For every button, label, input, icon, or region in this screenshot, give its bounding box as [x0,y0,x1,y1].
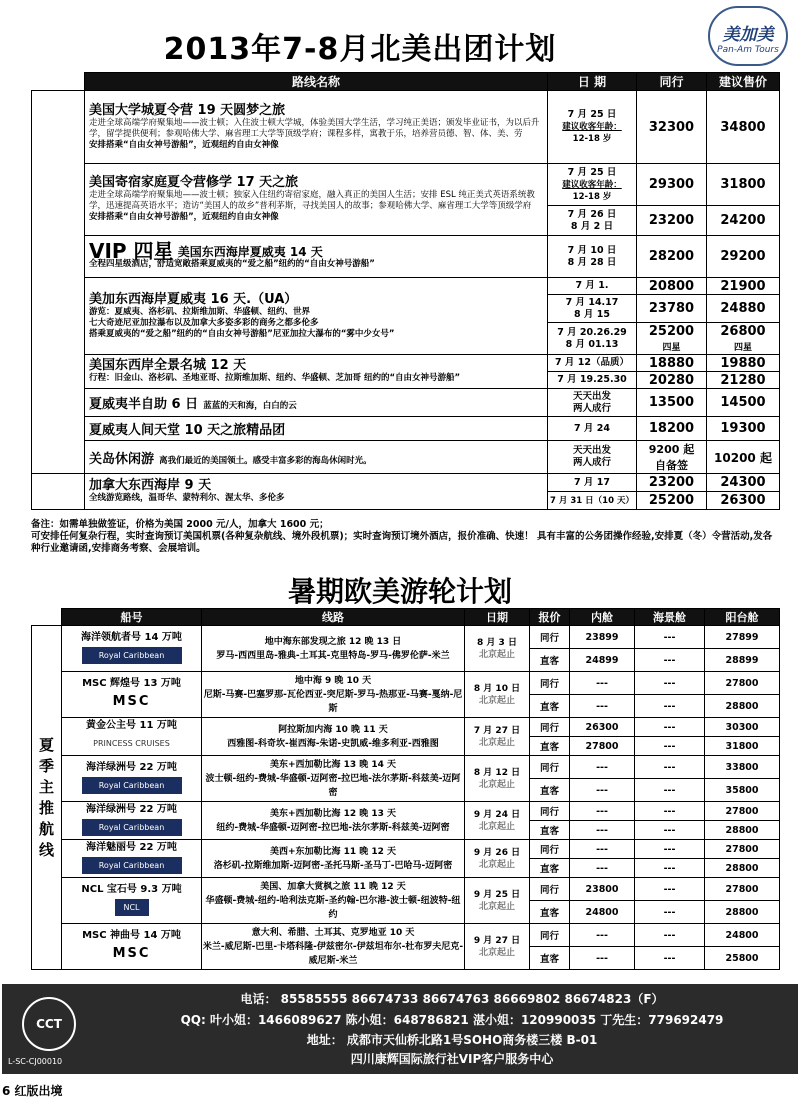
cruise-logo: Royal Caribbean [82,857,182,874]
table-row: 直客 24800 --- 28800 [32,901,780,924]
table-row: 直客 --- --- 28800 [32,859,780,878]
footer-company: 四川康辉国际旅行社VIP客户服务中心 [350,1052,554,1066]
cct-logo: CCT [22,997,76,1051]
route-title: 美国大学城夏令营 19 天圆梦之旅 [89,102,286,118]
footer-qq: QQ: 叶小姐：1466089627 陈小姐：648786821 湛小姐：120990035 丁先生：779692479 [180,1013,724,1027]
footer-address: 地址： 成都市天仙桥北路1号SOHO商务楼三楼 B-01 [306,1033,598,1047]
table-row: 直客 27800 --- 31800 [32,737,780,756]
footer-phone: 电话： 85585555 86674733 86674763 86669802 86674823（F） [240,992,664,1006]
table-row: MSC 辉煌号 13 万吨 MSC 地中海 9 晚 10 天 尼斯-马赛-巴塞罗那-瓦伦西亚-突尼斯-罗马-热那亚-马赛-戛纳-尼斯 8 月 10 日 北京起止 同行 --- --- 27800 [32,672,780,695]
table-row: 关岛休闲游 离我们最近的美国领土。感受丰富多彩的海岛休闲时光。 天天出发 两人成行 9200 起 自备签 10200 起 [32,441,780,474]
north-america-table [31,72,780,510]
table-row: 海洋绿洲号 22 万吨 Royal Caribbean 美东+西加勒比海 13 晚 14 天 波士顿-纽约-费城-华盛顿-迈阿密-拉巴地-法尔茅斯-科兹美-迈阿密 8 月 12 日 北京起止 同行 --- --- 33800 [32,756,780,779]
table-row: 美国大学城夏令营 19 天圆梦之旅 走进全球高端学府聚集地——波士顿；入住波士顿大学城，体验美国大学生活，学习纯正美语；颁发毕业证书，为以后升学，留学提供便利；参观哈佛大学、麻省理工大学等顶级学府；课程多样，寓教于乐，培养营员德、智、体、美、劳 安排搭乘“自由女神号游船”，近观纽约自由女神像 7 月 25 日 建议收客年龄： 12-18 岁 32300 34800 [32,91,780,164]
cruise-table [31,608,780,970]
cruise-logo: PRINCESS CRUISES [82,735,182,752]
table-row: MSC 神曲号 14 万吨 MSC 意大利、希腊、土耳其、克罗地亚 10 天 米兰-威尼斯-巴里-卡塔科隆-伊兹密尔-伊兹坦布尔-杜布罗夫尼克-威尼斯-米兰 9 月 27 日 北京起止 同行 --- --- 24800 [32,924,780,947]
table-row: 夏威夷人间天堂 10 天之旅精品团 7 月 24 18200 19300 [32,417,780,441]
table-row: 7 月 14.17 8 月 15 23780 24880 [32,295,780,323]
cruise-logo: Royal Caribbean [82,819,182,836]
footer: CCT L-SC-CJ00010 电话： 85585555 86674733 86674763 86669802 86674823（F） QQ: 叶小姐：1466089627 陈小姐：648786821 湛小姐：120990035 丁先生：779692479 地址： 成都市天仙桥北路1号SOHO商务楼三楼 B-01 四川康辉国际旅行社VIP客户服务中心 [2,984,798,1074]
cruise-logo: MSC [82,945,182,962]
cruise-logo: Royal Caribbean [82,777,182,794]
cruise-logo: MSC [82,693,182,710]
table-row: 7 月 20.26.29 8 月 01.13 25200 四星 26800 四星 [32,323,780,355]
table-row: 美国寄宿家庭夏令营修学 17 天之旅 走进全球高端学府聚集地——波士顿；独家入住纽约寄宿家庭，融入真正的美国人生活；安排 ESL 纯正美式英语系统教学，迅速提高英语水平；造访“美国人的故乡”普利茅斯，寻找美国人的故事；参观哈佛大学、麻省理工大学等顶级学府 安排搭乘“自由女神号游船”，近观纽约自由女神像 7 月 25 日 建议收客年龄： 12-18 岁 29300 31800 [32,164,780,206]
table-row: 直客 --- --- 35800 [32,779,780,802]
table-header: 船号 线路 日期 报价 内舱 海景舱 阳台舱 [32,609,780,626]
remarks: 备注：如需单独做签证，价格为美国 2000 元/人，加拿大 1600 元； 可安排任何复杂行程，实时查询预订美国机票(各种复杂航线、境外段机票)；实时查询预订境外酒店，报价准确、快速！ 具有丰富的公务团操作经验,安排夏（冬）令营活动,发各种行业邀请函,安排商务考察、会展培训。 [31,519,773,554]
cruise-logo: NCL [115,899,149,916]
side-label: 夏季主推航线 [32,626,62,970]
table-row: 夏季主推航线 海洋领航者号 14 万吨 Royal Caribbean 地中海东部发现之旅 12 晚 13 日 罗马-西西里岛-雅典-土耳其-克里特岛-罗马-佛罗伦萨-米兰 8 月 3 日 北京起止 同行 23899 --- 27899 [32,626,780,649]
table-row: 美加东西海岸夏威夷 16 天.（UA） 游览：夏威夷、洛杉矶、拉斯维加斯、华盛顿、纽约、世界 七大奇迹尼亚加拉瀑布以及加拿大多姿多彩的商务之都多伦多 搭乘夏威夷的“爱之船”纽约的“自由女神号游船”尼亚加拉大瀑布的“雾中少女号” 7 月 1. 20800 21900 [32,278,780,295]
table-row: 美国东西岸全景名城 12 天 行程：旧金山、洛杉矶、圣地亚哥、拉斯维加斯、纽约、华盛顿、芝加哥 纽约的“自由女神号游船” 7 月 12（品质） 18880 19880 [32,355,780,372]
table-row: 海洋魅丽号 22 万吨 Royal Caribbean 美西+东加勒比海 11 晚 12 天 洛杉矶-拉斯维加斯-迈阿密-圣托马斯-圣马丁-巴哈马-迈阿密 9 月 26 日 北京起止 同行 --- --- 27800 [32,840,780,859]
table-row: 直客 --- --- 28800 [32,821,780,840]
page-title: 2013年7-8月北美出团计划 [163,32,557,67]
table-row: 黄金公主号 11 万吨 PRINCESS CRUISES 阿拉斯加内海 10 晚 11 天 西雅图-科奇坎-崔西海-朱诺-史凯威-维多利亚-西雅图 7 月 27 日 北京起止 同行 26300 --- 30300 [32,718,780,737]
table-row: 直客 24899 --- 28899 [32,649,780,672]
table-row: 7 月 19.25.30 20280 21280 [32,372,780,389]
table-row: VIP 四星 美国东西海岸夏威夷 14 天 全程四星级酒店，舒适宽敞搭乘夏威夷的“爱之船”纽约的“自由女神号游船” 7 月 10 日 8 月 28 日 28200 29200 [32,236,780,278]
table-row: 海洋绿洲号 22 万吨 Royal Caribbean 美东+西加勒比海 12 晚 13 天 纽约-费城-华盛顿-迈阿密-拉巴地-法尔茅斯-科兹美-迈阿密 9 月 24 日 北京起止 同行 --- --- 27800 [32,802,780,821]
table-row: 加拿大东西海岸 9 天 全线游览路线，温哥华、蒙特利尔、渥太华、多伦多 7 月 17 23200 24300 [32,474,780,492]
table-row: 直客 --- --- 25800 [32,947,780,970]
page-number: 6 红版出境 [2,1084,63,1098]
table-row: NCL 宝石号 9.3 万吨 NCL 美国、加拿大赏枫之旅 11 晚 12 天 华盛顿-费城-纽约-哈利法克斯-圣约翰-巴尔港-波士顿-纽波特-纽约 9 月 25 日 北京起止 同行 23800 --- 27800 [32,878,780,901]
table-row: 7 月 26 日 8 月 2 日 23200 24200 [32,206,780,236]
table-row: 7 月 31 日（10 天） 25200 26300 [32,492,780,510]
table-row: 夏威夷半自助 6 日 蓝蓝的天和海，白白的云 天天出发 两人成行 13500 14500 [32,389,780,417]
region-usa [32,91,85,474]
table-row: 直客 --- --- 28800 [32,695,780,718]
cruise-logo: Royal Caribbean [82,647,182,664]
cruise-title: 暑期欧美游轮计划 [287,575,512,608]
table-header: 路线名称 日 期 同行 建议售价 [32,73,780,91]
pan-am-logo: 美加美 Pan-Am Tours [708,6,788,66]
